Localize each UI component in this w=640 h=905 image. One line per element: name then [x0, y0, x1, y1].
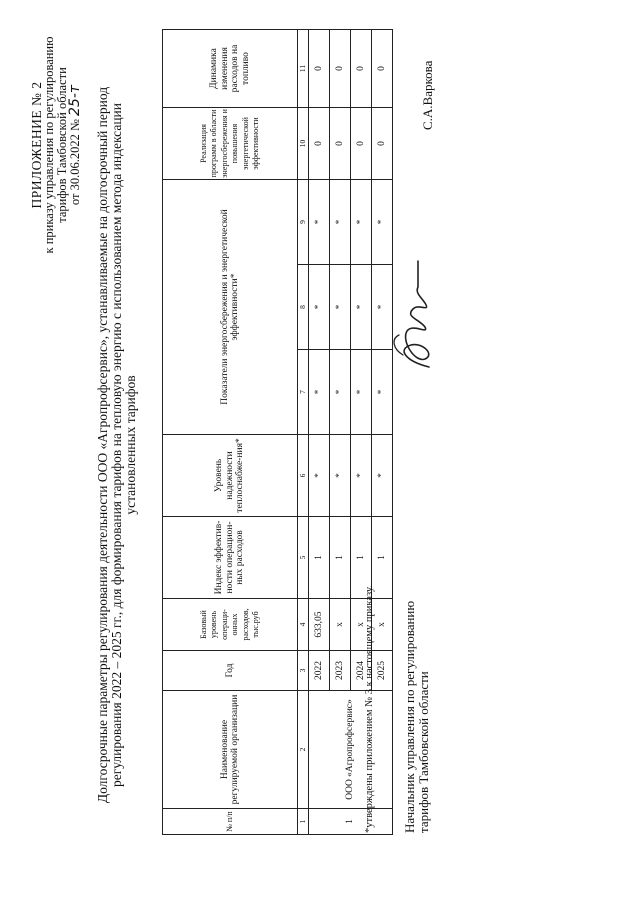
col-number: 1: [298, 809, 309, 835]
cell-base: 633,05: [309, 599, 330, 651]
cell-programs: 0: [330, 108, 351, 180]
header-year: Год: [163, 651, 298, 691]
cell-energy-1: *: [351, 350, 372, 435]
col-number: 10: [298, 108, 309, 180]
cell-index: 1: [330, 517, 351, 599]
cell-energy-3: *: [351, 180, 372, 265]
order-date-line: [69, 25, 82, 265]
cell-energy-2: *: [309, 265, 330, 350]
position-line-1: Начальник управления по регулированию: [402, 600, 417, 833]
cell-energy-2: *: [330, 265, 351, 350]
cell-energy-2: *: [351, 265, 372, 350]
order-ref-line-2: тарифов Тамбовской области: [55, 67, 69, 223]
cell-energy-2: *: [372, 265, 393, 350]
cell-energy-3: *: [372, 180, 393, 265]
cell-year: 2022: [309, 651, 330, 691]
cell-index: 1: [351, 517, 372, 599]
cell-year: 2023: [330, 651, 351, 691]
cell-reliability: *: [372, 435, 393, 517]
cell-base: x: [330, 599, 351, 651]
col-number: 4: [298, 599, 309, 651]
cell-energy-1: *: [309, 350, 330, 435]
table-row: [309, 30, 330, 835]
cell-energy-3: *: [309, 180, 330, 265]
title-line-1: Долгосрочные параметры регулирования деятельности ООО «Агропрофсервис», устанавливаемые на долгосрочный период: [95, 86, 110, 804]
column-number-row: [298, 30, 309, 835]
document-title: [96, 25, 138, 865]
col-number: 3: [298, 651, 309, 691]
order-date: от 30.06.2022 №: [68, 119, 82, 206]
cell-programs: 0: [351, 108, 372, 180]
col-number: 7: [298, 350, 309, 435]
appendix-label: ПРИЛОЖЕНИЕ № 2: [29, 81, 44, 209]
col-number: 9: [298, 180, 309, 265]
col-number: 11: [298, 30, 309, 108]
cell-base: x: [372, 599, 393, 651]
signatory-name: С.А.Варкова: [420, 60, 435, 130]
signatory-position: [403, 601, 430, 833]
cell-reliability: *: [309, 435, 330, 517]
handwritten-signature: [385, 255, 445, 375]
cell-year: 2025: [372, 651, 393, 691]
org-number: 1: [309, 809, 393, 835]
cell-reliability: *: [330, 435, 351, 517]
col-number: 6: [298, 435, 309, 517]
table-header-row: [163, 30, 298, 835]
header-base-level: Базовый уровень операци-онных расходов, тыс.руб: [163, 599, 298, 651]
cell-energy-1: *: [372, 350, 393, 435]
cell-fuel: 0: [372, 30, 393, 108]
cell-reliability: *: [351, 435, 372, 517]
title-line-2: регулирования 2022 – 2025 гг., для формирования тарифов на тепловую энергию с использованием метода индексации: [109, 103, 124, 788]
cell-energy-3: *: [330, 180, 351, 265]
header-number: № п/п: [163, 809, 298, 835]
cell-fuel: 0: [351, 30, 372, 108]
cell-programs: 0: [309, 108, 330, 180]
header-org-name: Наименование регулируемой организации: [163, 691, 298, 809]
cell-year: 2024: [351, 651, 372, 691]
position-line-2: тарифов Тамбовской области: [415, 671, 431, 833]
footnote: *утверждены приложением № 3 к настоящему приказу.: [364, 585, 375, 833]
cell-programs: 0: [372, 108, 393, 180]
header-efficiency-index: Индекс эффектив-ности операцион-ных расходов: [163, 517, 298, 599]
header-reliability: Уровень надежности теплоснабже-ния*: [163, 435, 298, 517]
cell-fuel: 0: [330, 30, 351, 108]
header-programs: Реализация программ в области энергосбережения и повышения энергетической эффективности: [163, 108, 298, 180]
col-number: 2: [298, 691, 309, 809]
col-number: 5: [298, 517, 309, 599]
order-ref-line: к приказу управления по регулированию: [42, 36, 56, 254]
parameters-table: [162, 29, 393, 835]
order-number-handwritten: 25-т: [67, 84, 83, 116]
cell-base: x: [351, 599, 372, 651]
cell-fuel: 0: [309, 30, 330, 108]
col-number: 8: [298, 265, 309, 350]
header-fuel-dynamics: Динамика изменения расходов на топливо: [163, 30, 298, 108]
appendix-header: [30, 25, 82, 265]
cell-energy-1: *: [330, 350, 351, 435]
title-line-3: установленных тарифов: [123, 375, 138, 515]
cell-index: 1: [309, 517, 330, 599]
cell-index: 1: [372, 517, 393, 599]
org-name: ООО «Агропрофсервис»: [309, 691, 393, 809]
header-energy-saving: Показатели энергосбережения и энергетической эффективности*: [163, 180, 298, 435]
